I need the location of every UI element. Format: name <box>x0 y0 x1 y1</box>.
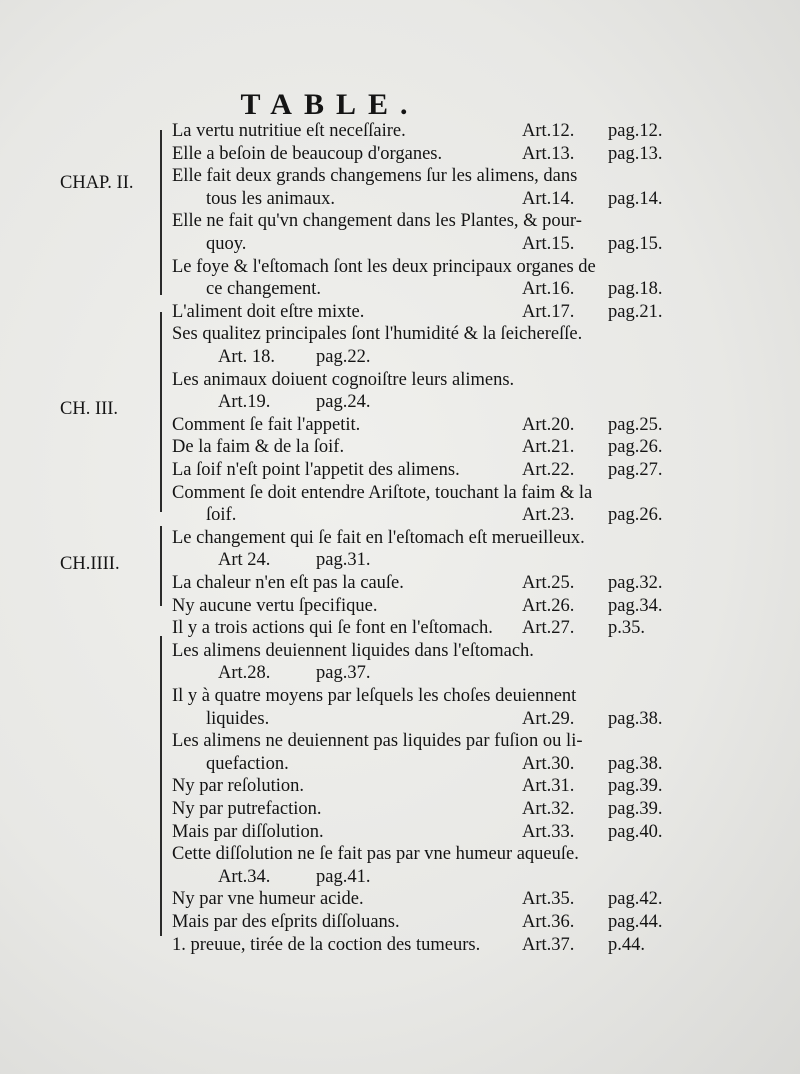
entry-article: Art.14. <box>522 188 575 209</box>
brace-chapter-iiii <box>160 526 162 606</box>
entry-page: pag.31. <box>316 550 371 571</box>
entry-text: Les alimens ne deuiennent pas liquides par fuſion ou li- <box>172 731 583 752</box>
entry-text: 1. preuue, tirée de la coction des tumeurs. <box>172 934 481 955</box>
entry-article: Art.13. <box>522 143 575 164</box>
entry-page: pag.40. <box>608 821 663 842</box>
entry-article: Art.33. <box>522 821 575 842</box>
entry-article: Art 24. <box>218 550 271 571</box>
entry-page: pag.26. <box>608 505 663 526</box>
entry-article: Art.25. <box>522 573 575 593</box>
entry-continuation: ſoif. <box>206 505 237 526</box>
entry-page: pag.41. <box>316 866 371 887</box>
entry-page: pag.13. <box>608 143 663 164</box>
entry-page: pag.15. <box>608 234 663 254</box>
entry-text: Comment ſe fait l'appetit. <box>172 414 361 435</box>
entry-article: Art.19. <box>218 392 271 413</box>
entry-article: Art.27. <box>522 618 575 639</box>
entry-page: pag.39. <box>608 799 663 819</box>
entry-text: Il y a trois actions qui ſe font en l'eſtomach. <box>172 618 493 639</box>
entry-article: Art.29. <box>522 708 575 729</box>
entry-article: Art.31. <box>522 776 575 797</box>
entry-page: p.35. <box>608 618 645 639</box>
entry-text: Ny aucune vertu ſpecifique. <box>172 595 378 616</box>
entry-continuation: quefaction. <box>206 753 289 774</box>
entry-page: pag.26. <box>608 437 663 458</box>
entry-page: pag.38. <box>608 753 663 774</box>
entry-article: Art.35. <box>522 889 575 910</box>
entry-continuation: quoy. <box>206 234 247 254</box>
entry-article: Art.28. <box>218 663 271 684</box>
entry-article: Art.32. <box>522 799 575 819</box>
entry-page: pag.38. <box>608 708 663 729</box>
entry-text: Mais par diſſolution. <box>172 821 324 842</box>
entry-text: Il y à quatre moyens par leſquels les choſes deuiennent <box>172 686 577 706</box>
entry-page: pag.24. <box>316 392 371 413</box>
entry-page: pag.37. <box>316 663 371 684</box>
entry-article: Art.26. <box>522 595 575 616</box>
entry-text: La chaleur n'en eſt pas la cauſe. <box>172 573 404 593</box>
entry-article: Art.20. <box>522 414 575 435</box>
entry-article: Art. 18. <box>218 347 276 367</box>
entry-text: L'aliment doit eſtre mixte. <box>172 301 365 322</box>
entry-article: Art.15. <box>522 234 575 254</box>
entry-article: Art.34. <box>218 866 271 887</box>
entry-text: Elle fait deux grands changemens ſur les alimens, dans <box>172 166 578 187</box>
brace-section <box>160 636 162 936</box>
entry-article: Art.16. <box>522 279 575 300</box>
entry-page: pag.12. <box>608 121 663 141</box>
entry-page: pag.44. <box>608 912 663 932</box>
entry-page: pag.14. <box>608 188 663 209</box>
entry-article: Art.37. <box>522 934 575 955</box>
entry-page: pag.32. <box>608 573 663 593</box>
entry-continuation: ce changement. <box>206 279 322 300</box>
entry-text: Comment ſe doit entendre Ariſtote, touchant la faim & la <box>172 482 593 503</box>
entry-page: pag.21. <box>608 301 663 322</box>
entry-text: Ny par vne humeur acide. <box>172 889 364 910</box>
entry-page: pag.22. <box>316 347 371 367</box>
chapter-label-iii: CH. III. <box>60 399 119 419</box>
entry-article: Art.21. <box>522 437 575 458</box>
brace-chapter-iii <box>160 312 162 512</box>
chapter-label-iiii: CH.IIII. <box>60 554 120 574</box>
entry-text: Le foye & l'eſtomach ſont les deux principaux organes de <box>172 256 596 277</box>
entry-text: Ses qualitez principales ſont l'humidité & la ſeichereſſe. <box>172 324 583 345</box>
entry-text: La vertu nutritiue eſt neceſſaire. <box>172 121 406 141</box>
entry-text: Mais par des eſprits diſſoluans. <box>172 912 400 932</box>
brace-chapter-ii <box>160 130 162 295</box>
entry-text: Ny par putrefaction. <box>172 799 322 819</box>
chapter-label-ii: CHAP. II. <box>60 173 134 193</box>
entry-text: Les animaux doiuent cognoiſtre leurs alimens. <box>172 369 515 390</box>
entry-continuation: tous les animaux. <box>206 188 335 209</box>
entry-article: Art.36. <box>522 912 575 932</box>
entry-article: Art.17. <box>522 301 575 322</box>
entry-text: Cette diſſolution ne ſe fait pas par vne humeur aqueuſe. <box>172 844 579 865</box>
entry-article: Art.22. <box>522 460 575 480</box>
page-title: TABLE. <box>240 88 420 121</box>
entry-text: La ſoif n'eſt point l'appetit des alimens. <box>172 460 460 480</box>
entry-text: Le changement qui ſe fait en l'eſtomach eſt merueilleux. <box>172 527 585 548</box>
entry-continuation: liquides. <box>206 708 270 729</box>
entry-page: pag.34. <box>608 595 663 616</box>
entry-page: p.44. <box>608 934 645 955</box>
entry-article: Art.23. <box>522 505 575 526</box>
entry-text: Elle ne fait qu'vn changement dans les Plantes, & pour- <box>172 211 582 232</box>
entry-page: pag.42. <box>608 889 663 910</box>
entry-text: De la faim & de la ſoif. <box>172 437 345 458</box>
entry-text: Ny par reſolution. <box>172 776 305 797</box>
entry-article: Art.30. <box>522 753 575 774</box>
entry-page: pag.18. <box>608 279 663 300</box>
entry-text: Elle a beſoin de beaucoup d'organes. <box>172 143 443 164</box>
entry-page: pag.39. <box>608 776 663 797</box>
entry-page: pag.27. <box>608 460 663 480</box>
entry-text: Les alimens deuiennent liquides dans l'eſtomach. <box>172 640 534 661</box>
entry-page: pag.25. <box>608 414 663 435</box>
entry-article: Art.12. <box>522 121 575 141</box>
